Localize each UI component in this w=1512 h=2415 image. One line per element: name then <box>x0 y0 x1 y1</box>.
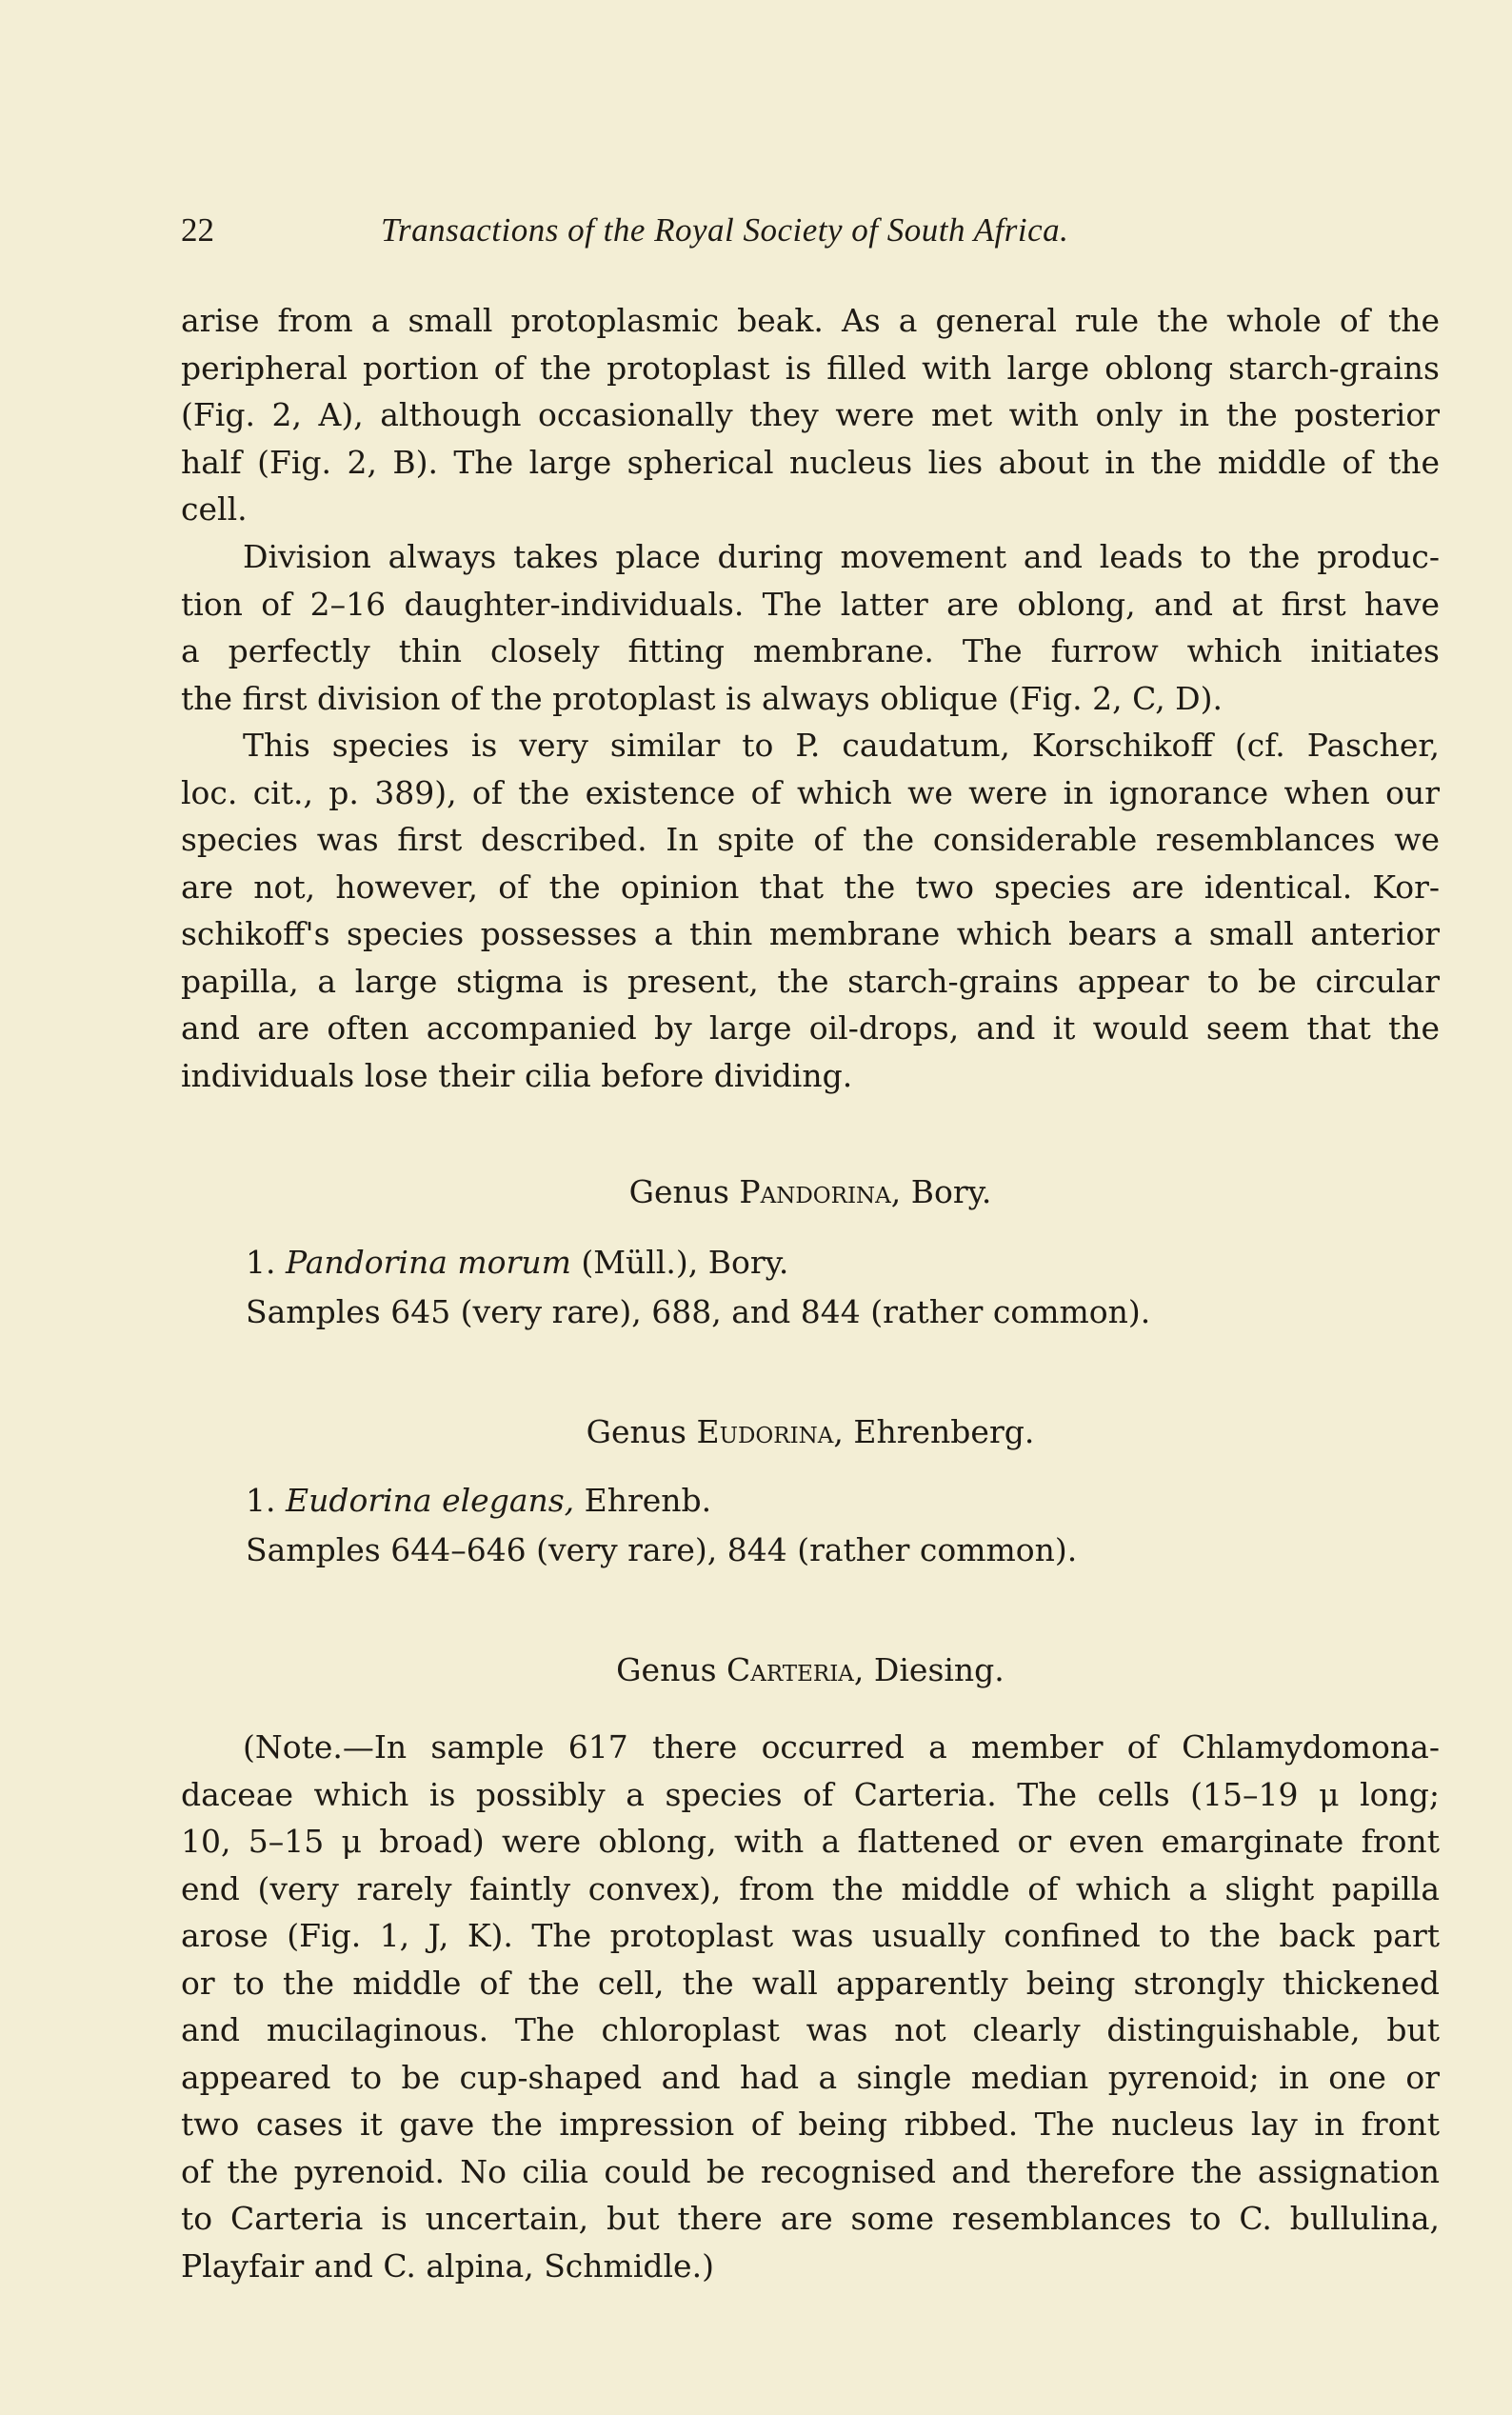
text-line: This species is very similar to P. caudatum, Korschikoff (cf. Pascher, <box>243 727 1440 764</box>
samples-line: Samples 644–646 (very rare), 844 (rather common). <box>246 1531 1078 1568</box>
text-line: (Fig. 2, A), although occasionally they were met with only in the posterior <box>181 396 1440 433</box>
text-line: tion of 2–16 daughter-individuals. The latter are oblong, and at first have <box>181 585 1440 623</box>
text-line: appeared to be cup-shaped and had a single median pyrenoid; in one or <box>181 2058 1440 2096</box>
text-line: Division always takes place during movement and leads to the produc- <box>243 538 1440 575</box>
genus-heading-pandorina: Genus Pandorina, Bory. <box>628 1173 992 1210</box>
text-line: (Note.—In sample 617 there occurred a member of Chlamydomona- <box>243 1728 1440 1766</box>
text-line: daceae which is possibly a species of Carteria. The cells (15–19 μ long; <box>181 1775 1440 1813</box>
text-line: and are often accompanied by large oil-drops, and it would seem that the <box>181 1009 1440 1047</box>
text-line: papilla, a large stigma is present, the starch-grains appear to be circular <box>181 962 1440 1000</box>
text-line: Playfair and C. alpina, Schmidle.) <box>181 2246 714 2285</box>
text-line: to Carteria is uncertain, but there are some resemblances to C. bullulina, <box>181 2200 1440 2237</box>
paragraph-continued <box>181 297 1440 533</box>
species-entry: 1. Pandorina morum (Müll.), Bory. <box>246 1244 789 1281</box>
text-line: two cases it gave the impression of being ribbed. The nucleus lay in front <box>181 2106 1440 2143</box>
text-line: end (very rarely faintly convex), from the middle of which a slight papilla <box>181 1869 1440 1907</box>
text-line: and mucilaginous. The chloroplast was not clearly distinguishable, but <box>181 2011 1440 2048</box>
text-line: or to the middle of the cell, the wall apparently being strongly thickened <box>181 1964 1440 2002</box>
paragraph-division <box>181 533 1440 722</box>
page-number: 22 <box>181 211 214 249</box>
text-line: peripheral portion of the protoplast is filled with large oblong starch-grains <box>181 349 1440 387</box>
running-title: Transactions of the Royal Society of South Africa. <box>381 211 1069 249</box>
note-paragraph <box>181 1724 1440 2289</box>
text-line: of the pyrenoid. No cilia could be recognised and therefore the assignation <box>181 2152 1440 2190</box>
paragraph-comparison <box>181 722 1440 1099</box>
species-entry: 1. Eudorina elegans, Ehrenb. <box>246 1482 712 1519</box>
text-line: species was first described. In spite of the considerable resemblances we <box>181 821 1440 858</box>
text-line: the first division of the protoplast is always oblique (Fig. 2, C, D). <box>181 679 1223 717</box>
text-line: schikoff's species possesses a thin membrane which bears a small anterior <box>181 915 1440 952</box>
genus-heading-eudorina: Genus Eudorina, Ehrenberg. <box>586 1413 1035 1450</box>
text-line: 10, 5–15 μ broad) were oblong, with a flattened or even emarginate front <box>181 1823 1440 1860</box>
text-line: arise from a small protoplasmic beak. As a general rule the whole of the <box>181 302 1440 339</box>
running-header <box>181 211 1276 259</box>
genus-heading-carteria: Genus Carteria, Diesing. <box>616 1651 1005 1688</box>
text-line: loc. cit., p. 389), of the existence of which we were in ignorance when our <box>181 773 1440 811</box>
text-line: arose (Fig. 1, J, K). The protoplast was usually confined to the back part <box>181 1917 1440 1954</box>
text-line: a perfectly thin closely fitting membrane. The furrow which initiates <box>181 632 1440 669</box>
samples-line: Samples 645 (very rare), 688, and 844 (rather common). <box>246 1293 1151 1330</box>
text-line: are not, however, of the opinion that the two species are identical. Kor- <box>181 868 1440 906</box>
text-line: cell. <box>181 490 248 528</box>
text-line: individuals lose their cilia before dividing. <box>181 1056 853 1094</box>
text-line: half (Fig. 2, B). The large spherical nucleus lies about in the middle of the <box>181 443 1440 481</box>
